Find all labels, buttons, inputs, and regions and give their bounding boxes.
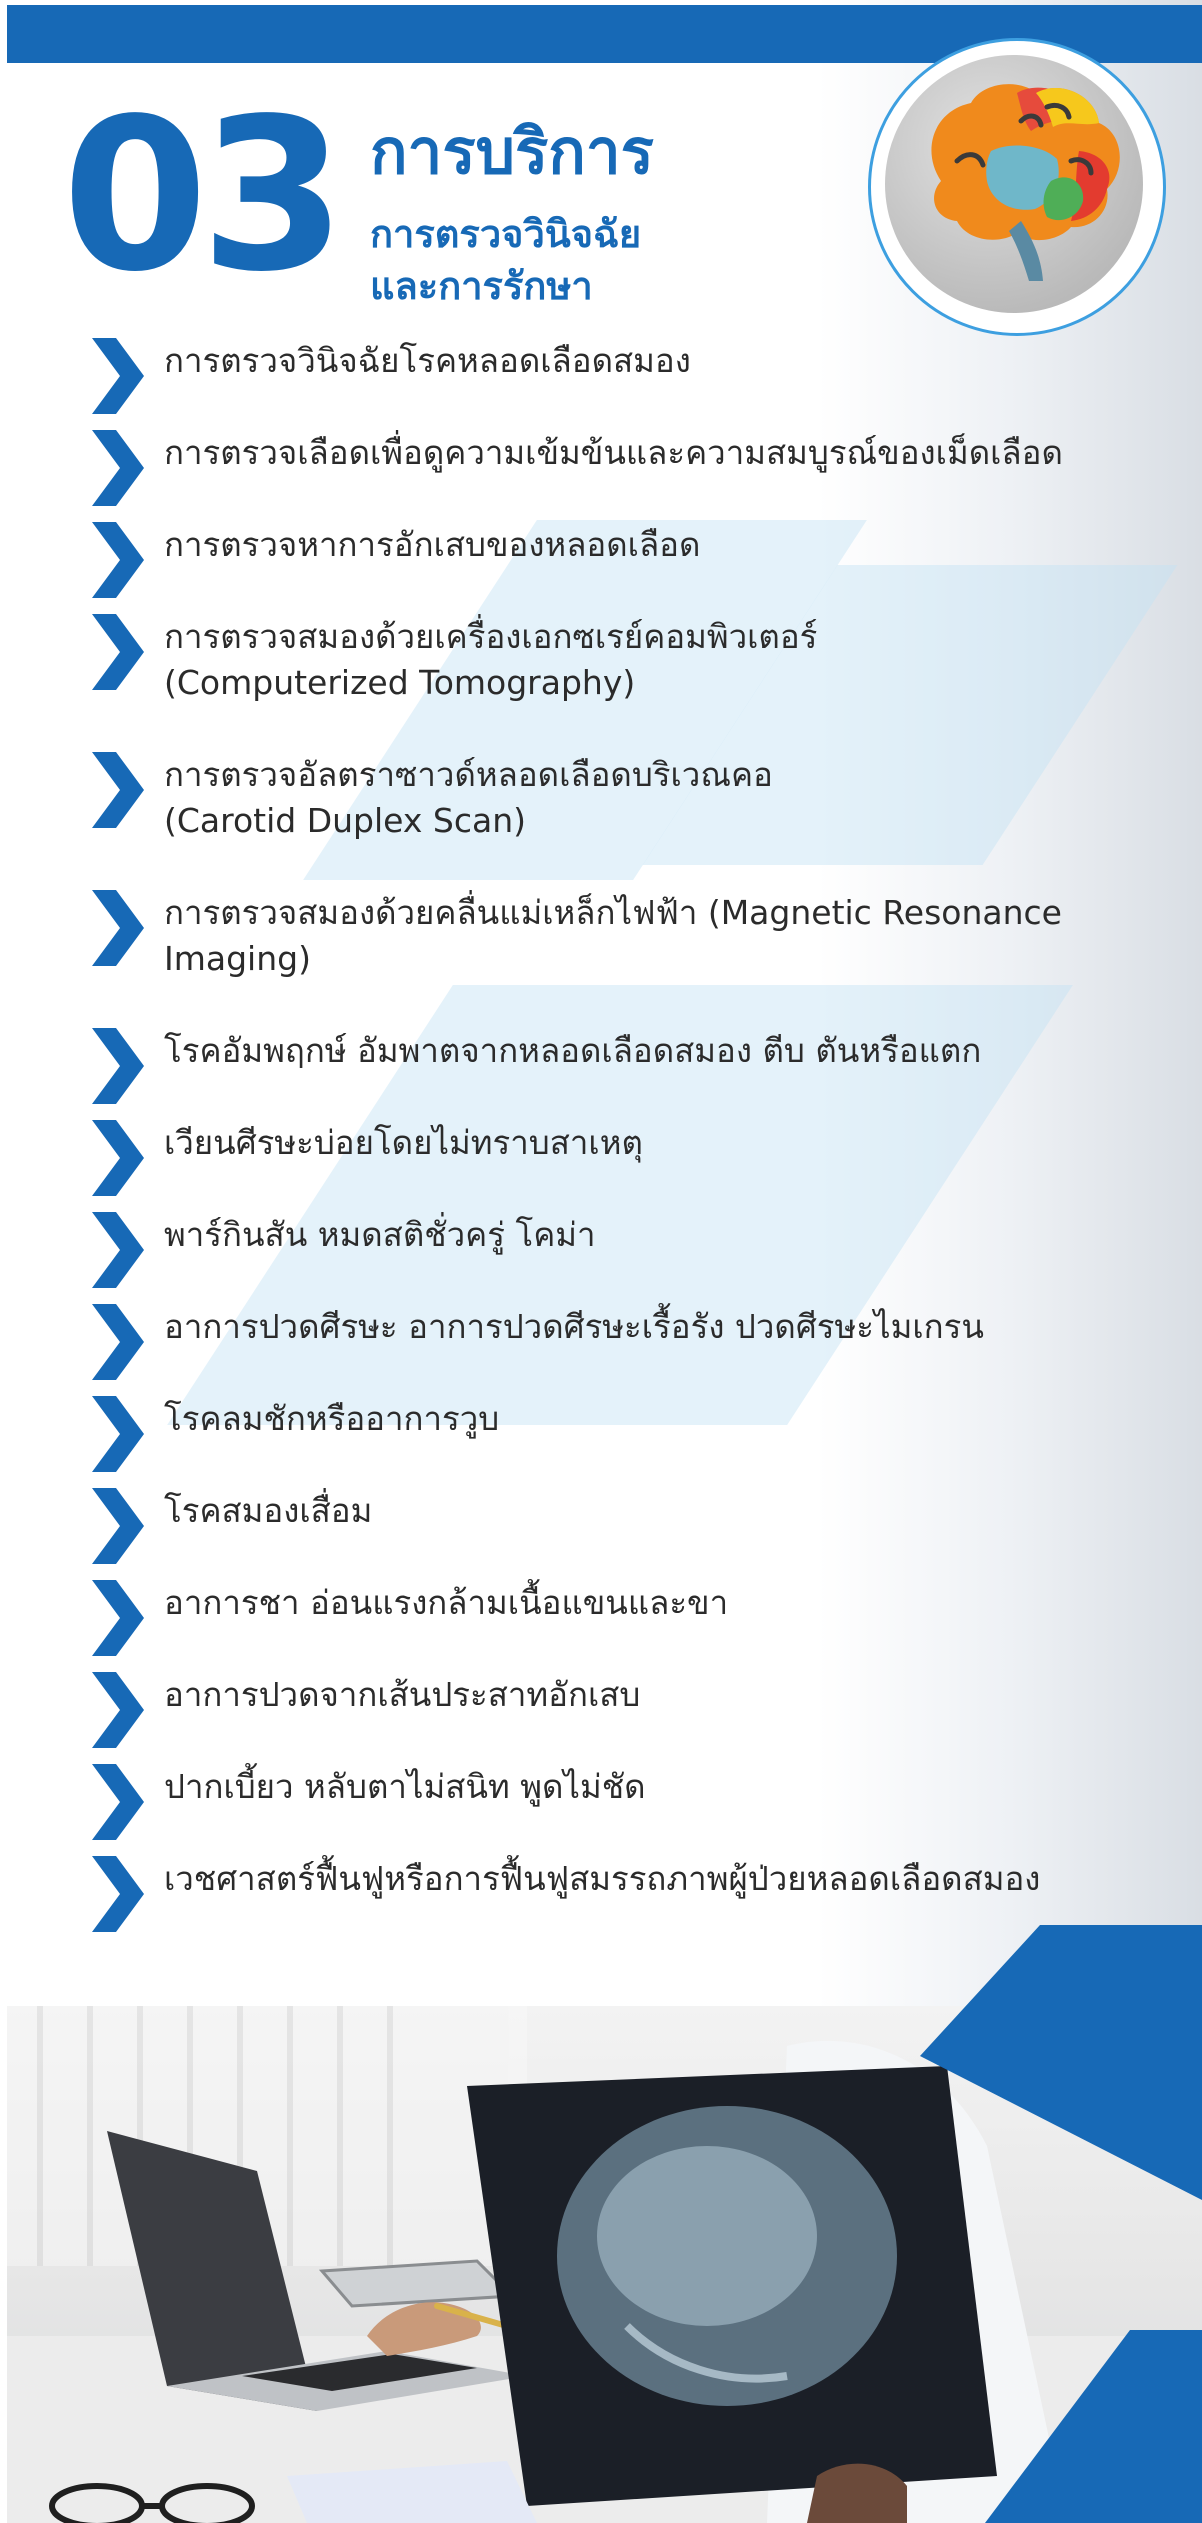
service-label: การตรวจหาการอักเสบของหลอดเลือด bbox=[164, 525, 701, 564]
service-label: การตรวจเลือดเพื่อดูความเข้มข้นและความสมบูรณ์ของเม็ดเลือด bbox=[164, 433, 1063, 472]
chevron-right-icon bbox=[92, 1580, 152, 1656]
chevron-right-icon bbox=[92, 1212, 152, 1288]
section-number: 03 bbox=[62, 73, 339, 318]
chevron-right-icon bbox=[92, 752, 152, 828]
service-label: โรคลมชักหรืออาการวูบ bbox=[164, 1399, 500, 1438]
chevron-right-icon bbox=[92, 338, 152, 414]
service-label: การตรวจอัลตราซาวด์หลอดเลือดบริเวณคอ (Carotid Duplex Scan) bbox=[164, 755, 773, 840]
tablet bbox=[322, 2261, 512, 2306]
section-subtitle-line2: และการรักษา bbox=[370, 264, 593, 308]
service-label: อาการชา อ่อนแรงกล้ามเนื้อแขนและขา bbox=[164, 1583, 729, 1622]
chevron-right-icon bbox=[92, 1396, 152, 1472]
chevron-right-icon bbox=[92, 614, 152, 690]
chevron-right-icon bbox=[92, 1028, 152, 1104]
service-label: ปากเบี้ยว หลับตาไม่สนิท พูดไม่ชัด bbox=[164, 1767, 646, 1806]
chevron-right-icon bbox=[92, 1672, 152, 1748]
chevron-right-icon bbox=[92, 430, 152, 506]
chevron-right-icon bbox=[92, 890, 152, 966]
service-label: โรคสมองเสื่อม bbox=[164, 1491, 373, 1530]
chevron-right-icon bbox=[92, 1764, 152, 1840]
service-label: อาการปวดจากเส้นประสาทอักเสบ bbox=[164, 1675, 641, 1714]
photo-illustration bbox=[7, 2006, 1202, 2523]
chevron-right-icon bbox=[92, 522, 152, 598]
service-label: พาร์กินสัน หมดสติชั่วครู่ โคม่า bbox=[164, 1215, 596, 1254]
service-label: อาการปวดศีรษะ อาการปวดศีรษะเรื้อรัง ปวดศีรษะไมเกรน bbox=[164, 1307, 984, 1346]
section-title: การบริการ bbox=[370, 115, 654, 188]
chevron-right-icon bbox=[92, 1120, 152, 1196]
service-label: เวียนศีรษะบ่อยโดยไม่ทราบสาเหตุ bbox=[164, 1123, 643, 1162]
section-subtitle-line1: การตรวจวินิจฉัย bbox=[370, 212, 642, 256]
service-label: การตรวจสมองด้วยคลื่นแม่เหล็กไฟฟ้า (Magnetic Resonance Imaging) bbox=[164, 893, 1062, 978]
chevron-right-icon bbox=[92, 1488, 152, 1564]
chevron-right-icon bbox=[92, 1856, 152, 1932]
service-label: เวชศาสตร์ฟื้นฟูหรือการฟื้นฟูสมรรถภาพผู้ป่วยหลอดเลือดสมอง bbox=[164, 1859, 1041, 1898]
service-label: โรคอัมพฤกษ์ อัมพาตจากหลอดเลือดสมอง ตีบ ตันหรือแตก bbox=[164, 1031, 982, 1070]
chevron-right-icon bbox=[92, 1304, 152, 1380]
doctor-xray-photo bbox=[7, 2006, 1202, 2523]
service-label: การตรวจสมองด้วยเครื่องเอกซเรย์คอมพิวเตอร์ (Computerized Tomography) bbox=[164, 617, 818, 702]
service-label: การตรวจวินิจฉัยโรคหลอดเลือดสมอง bbox=[164, 341, 691, 380]
